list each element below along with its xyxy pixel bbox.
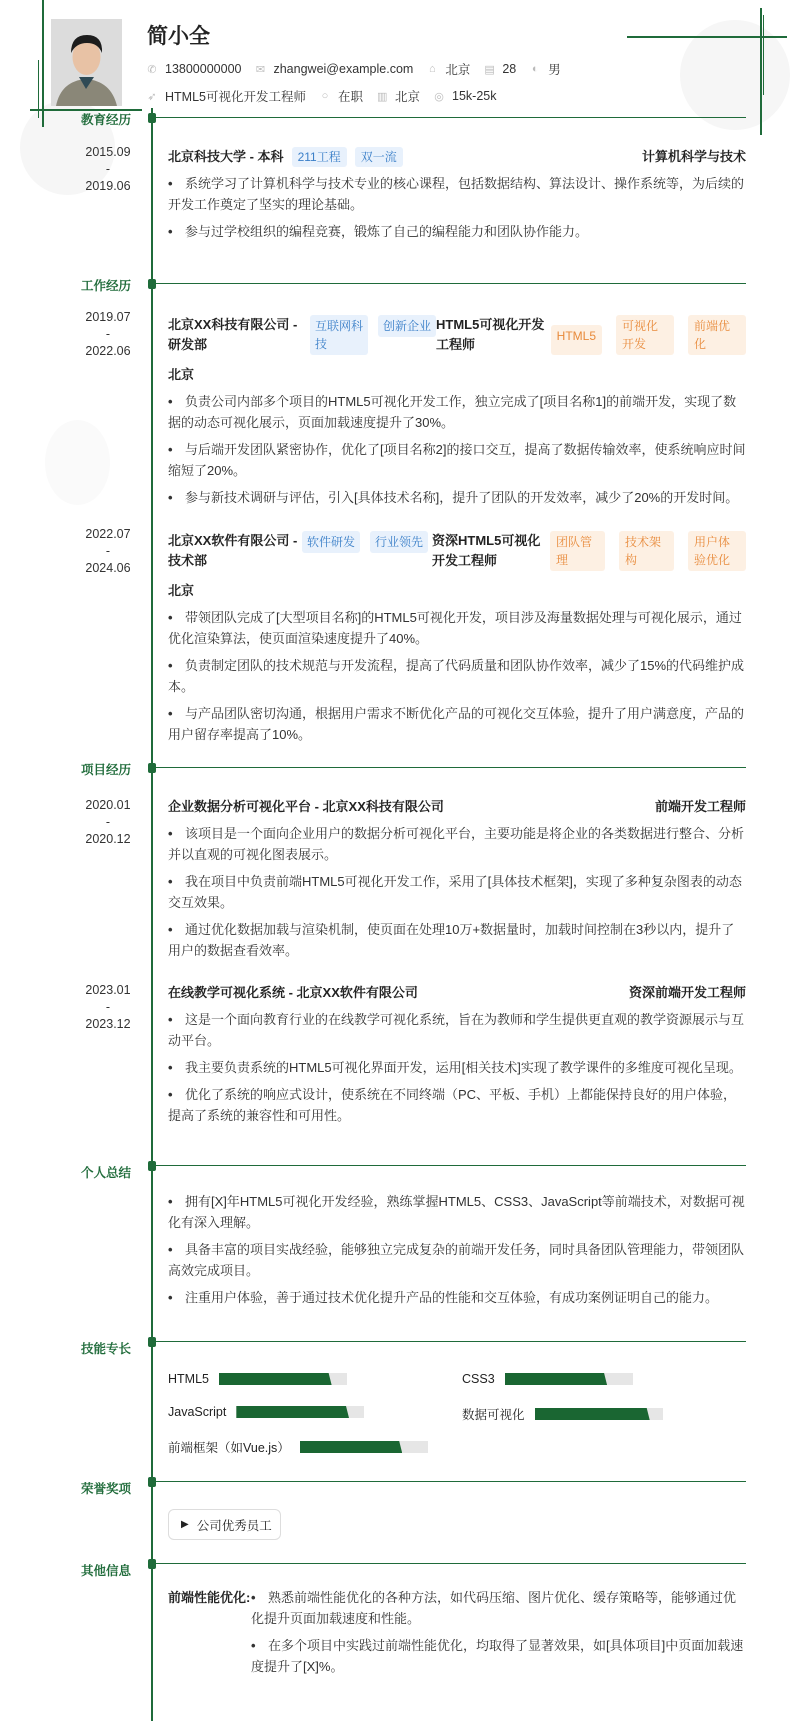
status-icon: ○: [321, 90, 329, 102]
section-title-other: 其他信息: [80, 1564, 131, 1578]
job-title: HTML5可视化开发工程师: [436, 317, 545, 352]
section-divider: [152, 283, 746, 284]
skill-item: [168, 1372, 347, 1386]
project-name: 企业数据分析可视化平台 - 北京XX科技有限公司: [168, 799, 444, 814]
calendar-icon: ▤: [484, 63, 495, 76]
school-tag: 211工程: [292, 147, 347, 167]
skill-bar: [505, 1373, 633, 1385]
decor-circle: [45, 420, 110, 505]
skill-bar-fill: [300, 1441, 402, 1453]
honor-item[interactable]: [168, 1509, 281, 1540]
work-entry: [168, 531, 746, 745]
bullet: • 熟悉前端性能优化的各种方法，如代码压缩、图片优化、缓存策略等，能够通过优化提升页面加载速度和性能。: [251, 1587, 746, 1629]
skill-bar: [219, 1373, 347, 1385]
skill-tag: HTML5: [551, 325, 602, 355]
phone-icon: ✆: [147, 63, 157, 76]
bullet: • 通过优化数据加载与渲染机制，使页面在处理10万+数据量时，加载时间控制在3秒以内，提升了用户的数据查看效率。: [168, 919, 746, 961]
section-divider: [152, 767, 746, 768]
company-tag: 互联网科技: [310, 315, 368, 355]
date-separator: -: [105, 327, 111, 341]
bullet: • 与产品团队密切沟通，根据用户需求不断优化产品的可视化交互体验，提升了用户满意度，产品的用户留存率提高了10%。: [168, 703, 746, 745]
section-divider: [152, 1341, 746, 1342]
major: 计算机科学与技术: [641, 149, 746, 164]
phone: 13800000000: [165, 62, 242, 76]
end-date: 2020.12: [85, 832, 131, 846]
skill-tag: 可视化开发: [616, 315, 674, 355]
company-tag: 软件研发: [302, 531, 360, 553]
skill-name: CSS3: [462, 1372, 495, 1386]
skill-item: [168, 1405, 364, 1419]
skill-item: [168, 1438, 428, 1456]
skill-bar-fill: [535, 1408, 650, 1420]
skill-bar: [300, 1441, 428, 1453]
bullet: • 优化了系统的响应式设计，使系统在不同终端（PC、平板、手机）上都能保持良好的用户体验，提高了系统的兼容性和可用性。: [168, 1084, 746, 1126]
company-tag: 创新企业: [378, 315, 436, 337]
start-date: 2020.01: [85, 798, 131, 812]
company: 北京XX软件有限公司 - 技术部: [168, 533, 298, 568]
section-title-projects: 项目经历: [80, 763, 131, 777]
school-tag: 双一流: [355, 147, 403, 167]
age: 28: [502, 62, 517, 76]
section-title-honors: 荣誉奖项: [80, 1482, 131, 1496]
skill-name: 数据可视化: [462, 1408, 525, 1422]
job-title: 资深HTML5可视化开发工程师: [432, 533, 541, 568]
bullet: • 负责制定团队的技术规范与开发流程，提高了代码质量和团队协作效率，减少了15%的代码维护成本。: [168, 655, 746, 697]
date-separator: -: [105, 815, 111, 829]
skill-bar: [236, 1406, 364, 1418]
bullet: • 参与过学校组织的编程竞赛，锻炼了自己的编程能力和团队协作能力。: [168, 221, 746, 242]
skill-tag: 前端优化: [688, 315, 746, 355]
bullet: • 在多个项目中实践过前端性能优化，均取得了显著效果，如[具体项目]中页面加载速度提升了[X]%。: [251, 1635, 746, 1677]
decor-line: [760, 8, 762, 135]
bullet: • 该项目是一个面向企业用户的数据分析可视化平台，主要功能是将企业的各类数据进行整合、分析并以直观的可视化图表展示。: [168, 823, 746, 865]
section-title-education: 教育经历: [80, 113, 131, 127]
home-icon: ⌂: [429, 63, 436, 75]
date-separator: -: [105, 544, 111, 558]
bullet: • 拥有[X]年HTML5可视化开发经验，熟练掌握HTML5、CSS3、JavaScript等前端技术，对数据可视化有深入理解。: [168, 1191, 746, 1233]
start-date: 2023.01: [85, 983, 131, 997]
contact-row: [147, 60, 575, 78]
skill-bar: [535, 1408, 663, 1420]
skill-tag: 团队管理: [550, 531, 605, 571]
education-entry: [168, 147, 746, 242]
end-date: 2024.06: [85, 561, 131, 575]
section-divider: [152, 117, 746, 118]
project-entry: [168, 797, 746, 961]
bullet: • 参与新技术调研与评估，引入[具体技术名称]，提升了团队的开发效率，减少了20%的开发时间。: [168, 487, 746, 508]
send-icon: ➶: [147, 90, 157, 103]
city: 北京: [445, 63, 471, 77]
candidate-name: 简小全: [147, 25, 210, 48]
work-city: 北京: [395, 90, 421, 104]
date-range: [80, 982, 136, 1033]
section-title-skills: 技能专长: [80, 1342, 131, 1356]
date-range: [80, 797, 136, 848]
status: 在职: [337, 90, 363, 104]
decor-line: [42, 0, 44, 127]
school: 北京科技大学 - 本科: [168, 149, 284, 164]
section-title-summary: 个人总结: [80, 1166, 131, 1180]
location: 北京: [168, 367, 195, 382]
company: 北京XX科技有限公司 - 研发部: [168, 317, 298, 352]
bullet: • 注重用户体验，善于通过技术优化提升产品的性能和交互体验，有成功案例证明自己的能力。: [168, 1287, 746, 1308]
skill-name: HTML5: [168, 1372, 209, 1386]
start-date: 2019.07: [85, 310, 131, 324]
summary-list: [168, 1185, 746, 1308]
section-divider: [152, 1563, 746, 1564]
play-triangle-icon: ▶: [181, 1519, 189, 1530]
project-role: 前端开发工程师: [654, 799, 746, 814]
skill-item: [462, 1372, 633, 1386]
skill-name: JavaScript: [168, 1405, 227, 1419]
start-date: 2015.09: [85, 145, 131, 159]
gender: 男: [548, 63, 561, 77]
location: 北京: [168, 583, 195, 598]
section-divider: [152, 1481, 746, 1482]
date-range: [80, 144, 136, 195]
date-range: [80, 526, 136, 577]
honor-label: 公司优秀员工: [196, 1518, 272, 1533]
project-name: 在线教学可视化系统 - 北京XX软件有限公司: [168, 985, 418, 1000]
decor-line: [763, 15, 764, 95]
skill-bar-fill: [219, 1373, 332, 1385]
bullet: • 与后端开发团队紧密协作，优化了[项目名称2]的接口交互，提高了数据传输效率，使系统响应时间缩短了20%。: [168, 439, 746, 481]
project-role: 资深前端开发工程师: [628, 985, 746, 1000]
end-date: 2019.06: [85, 179, 131, 193]
email: zhangwei@example.com: [273, 62, 414, 76]
bullet: • 我主要负责系统的HTML5可视化界面开发，运用[相关技术]实现了教学课件的多维度可视化呈现。: [168, 1057, 746, 1078]
start-date: 2022.07: [85, 527, 131, 541]
skill-bar-fill: [236, 1406, 349, 1418]
skill-bar-fill: [505, 1373, 607, 1385]
company-tag: 行业领先: [370, 531, 428, 553]
bullet: • 带领团队完成了[大型项目名称]的HTML5可视化开发，项目涉及海量数据处理与可视化展示，通过优化渲染算法，使页面渲染速度提升了40%。: [168, 607, 746, 649]
salary-icon: ◎: [434, 90, 444, 103]
mail-icon: ✉: [255, 63, 266, 76]
other-label: 前端性能优化:: [168, 1590, 251, 1605]
skill-name: 前端框架（如Vue.js）: [168, 1441, 290, 1455]
skill-item: [462, 1405, 663, 1423]
position: HTML5可视化开发工程师: [165, 90, 306, 104]
project-entry: [168, 983, 746, 1126]
bullet: • 系统学习了计算机科学与技术专业的核心课程，包括数据结构、算法设计、操作系统等，为后续的开发工作奠定了坚实的理论基础。: [168, 173, 746, 215]
end-date: 2022.06: [85, 344, 131, 358]
bullet: • 这是一个面向教育行业的在线教学可视化系统，旨在为教师和学生提供更直观的教学资源展示与互动平台。: [168, 1009, 746, 1051]
work-entry: [168, 315, 746, 508]
gender-icon: ◐: [531, 63, 539, 75]
bullet: • 具备丰富的项目实战经验，能够独立完成复杂的前端开发任务，同时具备团队管理能力，带领团队高效完成项目。: [168, 1239, 746, 1281]
bullet: • 我在项目中负责前端HTML5可视化开发工作，采用了[具体技术框架]，实现了多种复杂图表的动态交互效果。: [168, 871, 746, 913]
bullet: • 负责公司内部多个项目的HTML5可视化开发工作，独立完成了[项目名称1]的前端开发，实现了数据的动态可视化展示，页面加载速度提升了30%。: [168, 391, 746, 433]
job-intent-row: [147, 87, 511, 105]
date-range: [80, 309, 136, 360]
other-info: [168, 1587, 746, 1677]
section-title-work: 工作经历: [80, 279, 131, 293]
avatar: [51, 19, 122, 106]
skill-tag: 用户体验优化: [688, 531, 746, 571]
date-separator: -: [105, 162, 111, 176]
date-separator: -: [105, 1000, 111, 1014]
building-icon: ▥: [377, 90, 388, 103]
end-date: 2023.12: [85, 1017, 131, 1031]
skill-tag: 技术架构: [619, 531, 674, 571]
salary: 15k-25k: [452, 89, 497, 103]
section-divider: [152, 1165, 746, 1166]
